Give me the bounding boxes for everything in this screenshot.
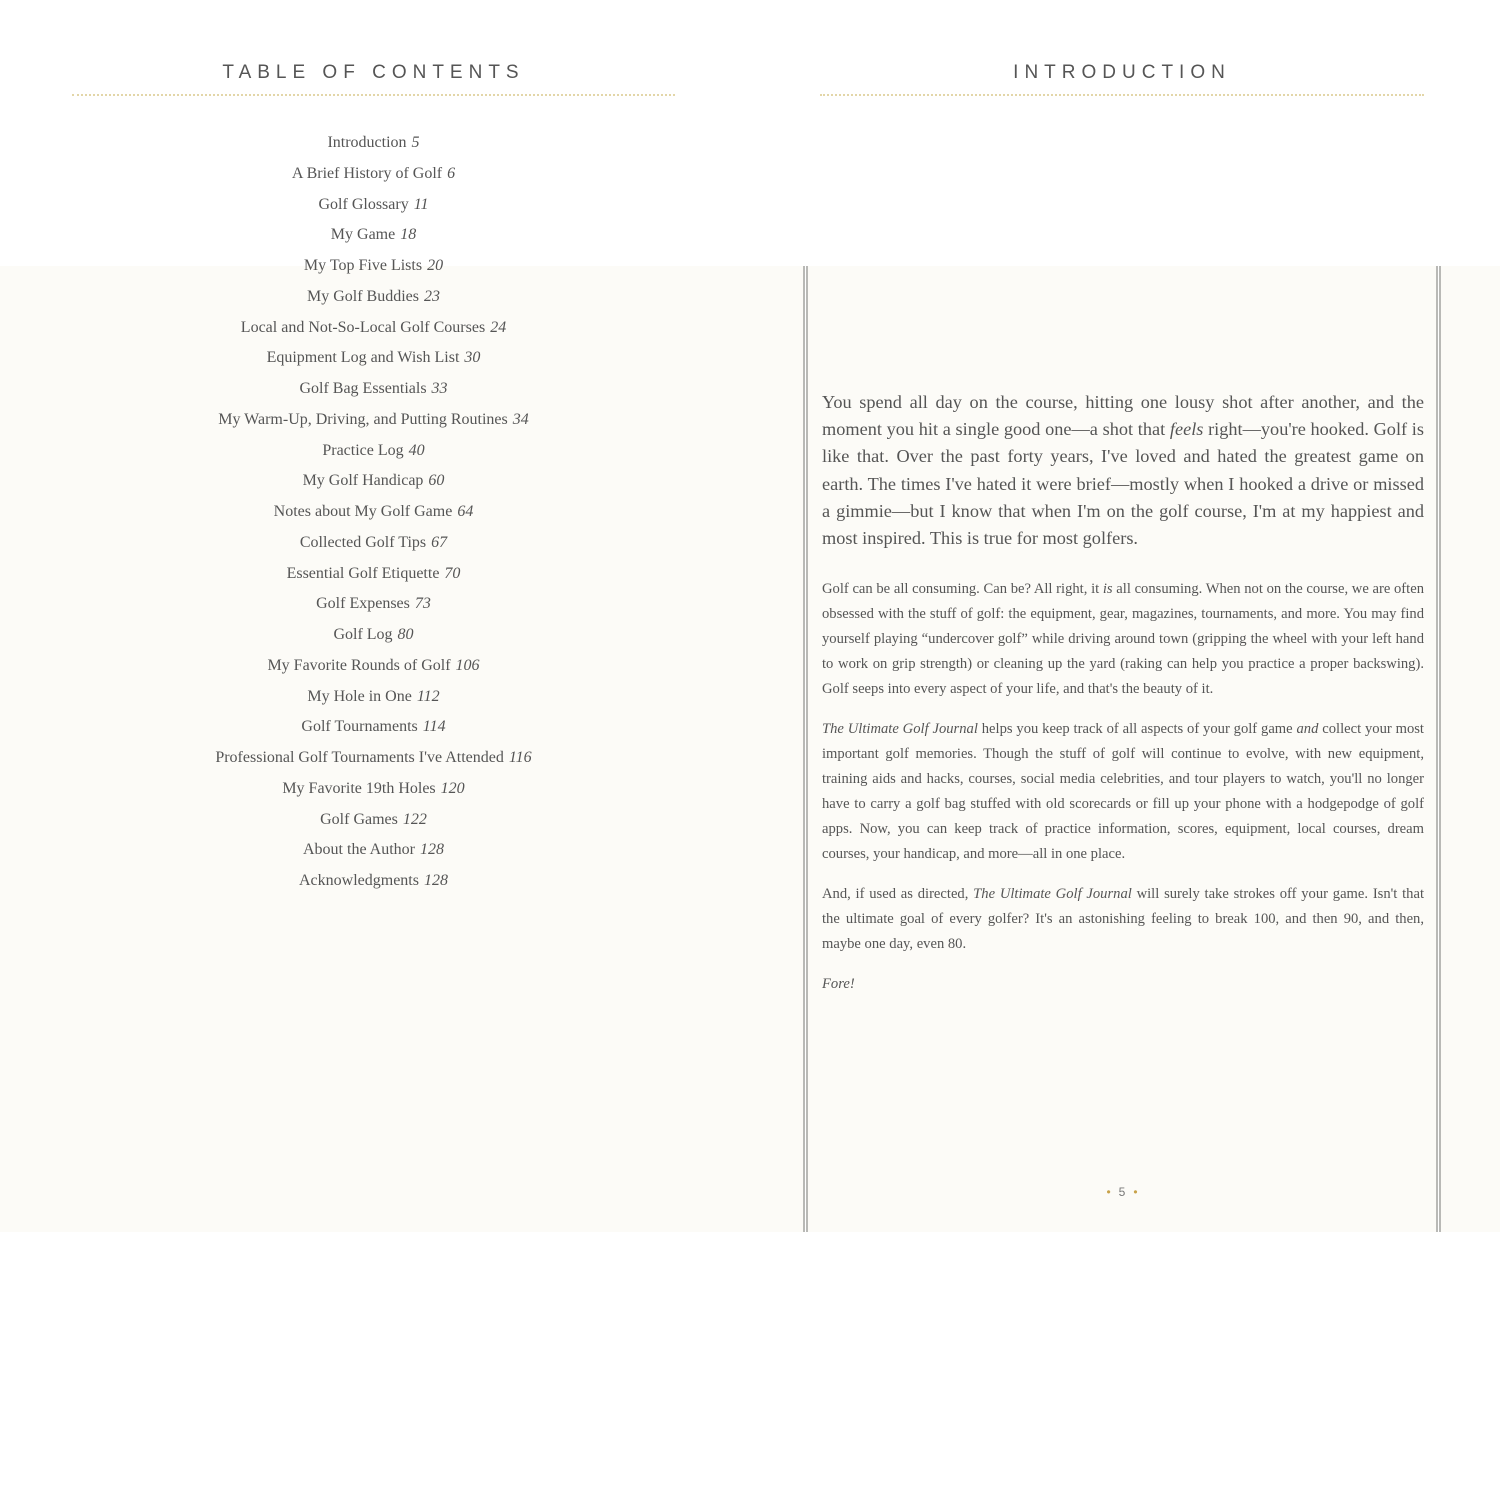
toc-entry-page: 112 [416, 687, 440, 705]
toc-entry [72, 589, 675, 620]
toc-entry-title: Local and Not-So-Local Golf Courses [240, 318, 486, 336]
edge-line-left [1436, 266, 1438, 1232]
toc-entry-title: My Favorite Rounds of Golf [267, 656, 451, 674]
toc-entry-title: Essential Golf Etiquette [286, 564, 440, 582]
toc-entry [72, 866, 675, 897]
toc-entry-page: 40 [408, 441, 425, 459]
p2-italic: and [1296, 721, 1319, 737]
toc-entry-title: Practice Log [322, 441, 404, 459]
toc-entry-page: 64 [457, 503, 474, 520]
toc-entry-title: A Brief History of Golf [291, 164, 443, 182]
p3-text-2: will surely take strokes off your game. Isn't that the ultimate goal of every golfer? It's an astonishing feeling to break 100, and then 90, and then, maybe one day, even 80. [822, 886, 1424, 952]
toc-entry-page: 33 [431, 380, 448, 397]
toc-entry [72, 282, 675, 313]
p2-text-2: collect your most important golf memories. Though the stuff of golf will continue to evolve, with new equipment, training aids and hacks, courses, social media celebrities, and tour players to watch, you'll no longer have to carry a golf bag stuffed with old scorecards or fill up your phone with a hodgepodge of golf apps. Now, you can keep track of practice information, scores, equipment, local courses, dream courses, your handicap, and more—all in one place. [822, 721, 1424, 862]
toc-entry-title: Golf Games [320, 810, 398, 828]
toc-entry-title: My Top Five Lists [303, 257, 423, 274]
toc-entry-page: 18 [400, 226, 417, 244]
toc-entry [72, 374, 675, 405]
toc-entry-page: 5 [411, 134, 420, 151]
toc-entry [72, 159, 675, 190]
toc-entry-title: My Warm-Up, Driving, and Putting Routines [218, 410, 508, 428]
toc-entry [72, 190, 675, 221]
toc-entry [72, 313, 675, 344]
signoff-text: Fore! [822, 976, 855, 992]
intro-lead-paragraph [822, 389, 1424, 552]
toc-entry-page: 122 [402, 810, 427, 828]
page-number-text: 5 [1118, 1185, 1126, 1199]
toc-entry-title: About the Author [303, 841, 415, 859]
toc-entry-title: Introduction [327, 134, 407, 151]
toc-entry [72, 559, 675, 590]
toc-entry [72, 436, 675, 467]
toc-entry-title: My Golf Buddies [307, 287, 419, 305]
toc-entry-page: 114 [422, 718, 446, 736]
toc-entry [72, 128, 675, 159]
intro-dotted-rule [820, 94, 1424, 96]
p3-text-1: And, if used as directed, [822, 886, 974, 902]
toc-dotted-rule [72, 94, 675, 96]
p1-italic: is [1102, 581, 1113, 597]
toc-entry [72, 466, 675, 497]
p1-text-2: all consuming. When not on the course, we are often obsessed with the stuff of golf: the equipment, gear, magazines, tournaments, and more. You may find yourself playing “undercover golf” while driving around town (gripping the wheel with your left hand to work on grip strength) or cleaning up the yard (raking can help you practice a proper backswing). Golf seeps into every aspect of your life, and that's the beauty of it. [822, 581, 1424, 697]
p1-text-1: Golf can be all consuming. Can be? All right, it [822, 581, 1103, 597]
toc-entry [72, 805, 675, 836]
gutter-line-left [803, 266, 805, 1232]
intro-body [822, 577, 1424, 1012]
toc-entry-page: 6 [447, 164, 456, 182]
toc-entry-page: 11 [413, 195, 429, 213]
toc-entry-title: Golf Bag Essentials [299, 380, 427, 397]
intro-paragraph-3 [822, 882, 1424, 957]
toc-entry [72, 528, 675, 559]
p3-book-title: The Ultimate Golf Journal [973, 886, 1132, 902]
intro-paragraph-1 [822, 577, 1424, 702]
toc-entry-title: Notes about My Golf Game [273, 503, 453, 520]
toc-entry [72, 835, 675, 866]
lead-italic: feels [1169, 419, 1204, 440]
toc-entry-title: Golf Expenses [316, 595, 410, 613]
toc-entry-page: 34 [512, 410, 529, 428]
toc-entry-page: 120 [440, 779, 465, 797]
toc-entry-page: 30 [464, 349, 481, 367]
intro-signoff [822, 972, 1424, 997]
toc-entry-page: 116 [508, 749, 532, 766]
toc-entry [72, 651, 675, 682]
toc-entry-page: 24 [490, 318, 507, 336]
toc-entry-title: My Hole in One [307, 687, 412, 705]
p2-text-1: helps you keep track of all aspects of your golf game [977, 721, 1297, 737]
toc-entry-title: Golf Glossary [318, 195, 409, 213]
toc-entry [72, 220, 675, 251]
toc-entry-title: Golf Tournaments [301, 718, 418, 736]
page-number [1060, 1185, 1184, 1199]
toc-entry-title: My Golf Handicap [302, 472, 424, 490]
lead-text-1: You spend all day on the course, hitting one lousy shot after another, and the moment you hit a single good one—a shot that [822, 392, 1424, 440]
intro-heading: INTRODUCTION [1013, 62, 1231, 83]
toc-entry-page: 80 [397, 626, 414, 643]
toc-entry-page: 128 [420, 841, 444, 859]
toc-entry [72, 774, 675, 805]
toc-entry-page: 60 [428, 472, 445, 490]
intro-paragraph-2 [822, 717, 1424, 867]
lead-text-2: right—you're hooked. Golf is like that. Over the past forty years, I've loved and hated the greatest game on earth. The times I've hated it were brief—mostly when I hooked a drive or missed a gimmie—but I know that when I'm on the golf course, I'm at my happiest and most inspired. This is true for most golfers. [822, 419, 1424, 549]
toc-entry-title: My Favorite 19th Holes [282, 779, 436, 797]
toc-entry-title: Acknowledgments [299, 872, 419, 889]
toc-entry-page: 20 [427, 257, 444, 274]
toc-entry [72, 497, 675, 528]
toc-entry-page: 23 [424, 287, 440, 305]
toc-entry [72, 405, 675, 436]
toc-entry [72, 712, 675, 743]
toc-list [72, 128, 675, 897]
toc-entry-title: Equipment Log and Wish List [266, 349, 460, 367]
folio-bullet-right: • [1133, 1185, 1138, 1199]
toc-entry-page: 67 [431, 533, 448, 551]
toc-entry-page: 70 [444, 564, 461, 582]
toc-entry [72, 620, 675, 651]
toc-entry-title: Collected Golf Tips [299, 533, 427, 551]
toc-entry-page: 73 [414, 595, 431, 613]
toc-entry [72, 251, 675, 282]
toc-entry [72, 682, 675, 713]
toc-entry-page: 106 [455, 656, 480, 674]
toc-entry [72, 743, 675, 774]
toc-entry [72, 343, 675, 374]
toc-entry-title: My Game [330, 226, 396, 244]
next-page-edge [1441, 266, 1500, 1232]
toc-entry-page: 128 [423, 872, 448, 889]
toc-entry-title: Golf Log [333, 626, 393, 643]
p2-book-title: The Ultimate Golf Journal [822, 721, 978, 737]
toc-heading: TABLE OF CONTENTS [222, 62, 525, 83]
folio-bullet-left: • [1106, 1185, 1111, 1199]
toc-entry-title: Professional Golf Tournaments I've Attended [215, 749, 504, 766]
